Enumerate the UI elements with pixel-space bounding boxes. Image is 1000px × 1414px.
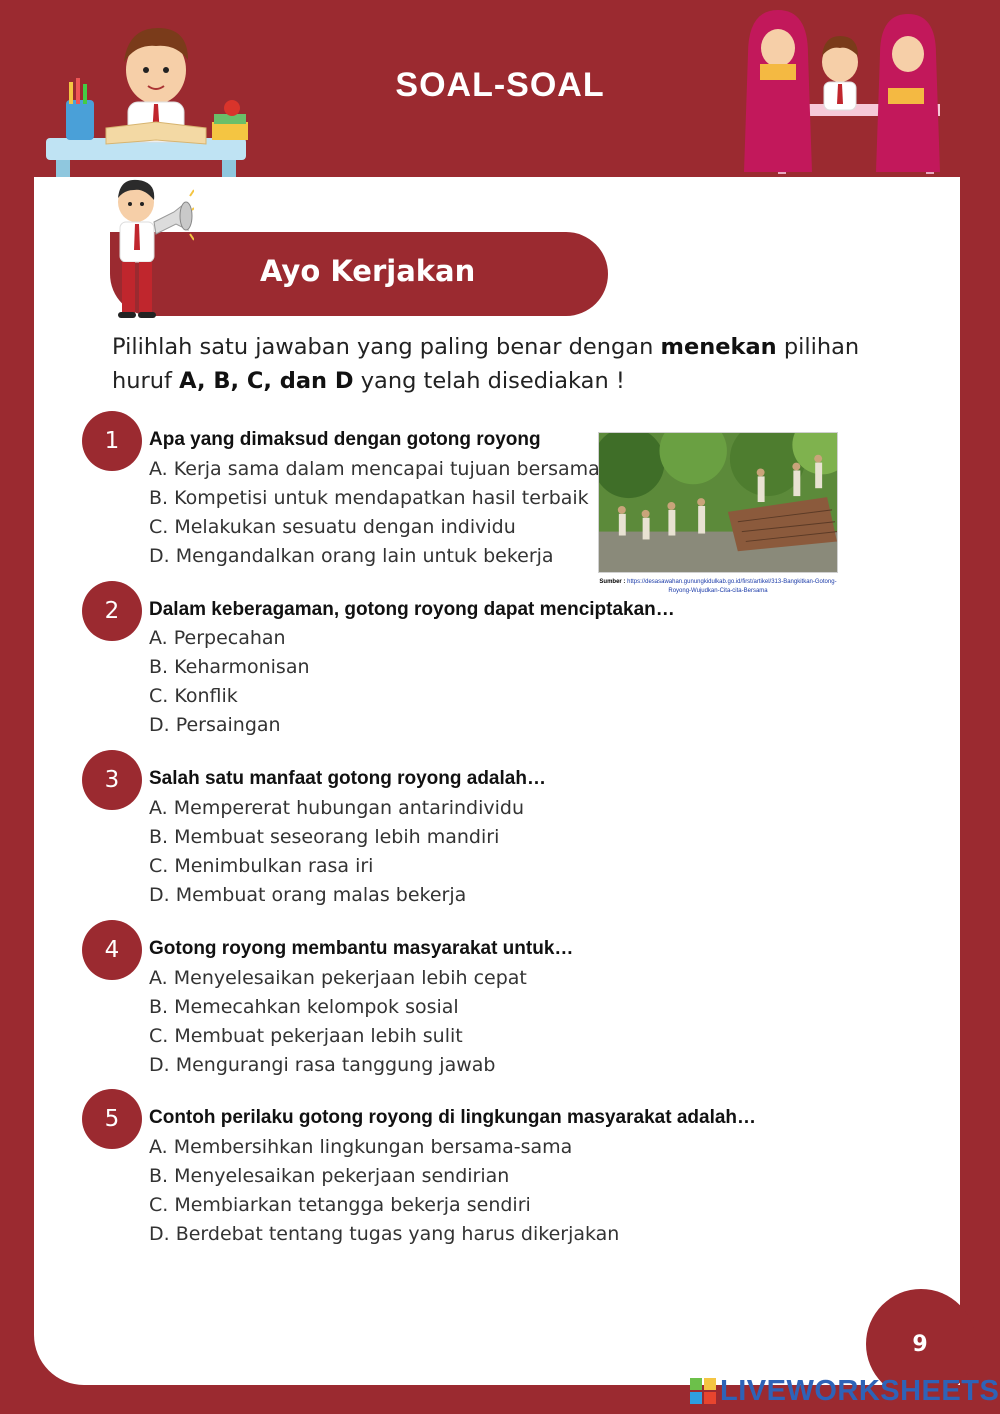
answer-option[interactable]: B. Menyelesaikan pekerjaan sendirian — [149, 1165, 510, 1187]
gotong-royong-photo — [598, 432, 838, 573]
student-at-desk-illustration — [36, 10, 266, 180]
answer-option[interactable]: B. Kompetisi untuk mendapatkan hasil terbaik — [149, 487, 589, 509]
answer-option[interactable]: C. Membuat pekerjaan lebih sulit — [149, 1025, 463, 1047]
question-number-badge: 5 — [82, 1089, 142, 1149]
megaphone-boy-illustration — [104, 176, 194, 321]
question-number-badge: 2 — [82, 581, 142, 641]
answer-option[interactable]: D. Berdebat tentang tugas yang harus dikerjakan — [149, 1223, 620, 1245]
liveworksheets-logo-icon — [690, 1378, 716, 1404]
question-number-badge: 3 — [82, 750, 142, 810]
instructions-text: Pilihlah satu jawaban yang paling benar dengan menekan pilihan huruf A, B, C, dan D yang telah disediakan ! — [112, 334, 860, 394]
answer-option[interactable]: D. Membuat orang malas bekerja — [149, 884, 467, 906]
students-reading-illustration — [740, 4, 950, 176]
answer-option[interactable]: A. Kerja sama dalam mencapai tujuan bersama — [149, 458, 600, 480]
answer-option[interactable]: A. Menyelesaikan pekerjaan lebih cepat — [149, 967, 527, 989]
page-header-title: SOAL-SOAL — [395, 66, 605, 104]
liveworksheets-watermark — [690, 1374, 999, 1408]
question-text: Apa yang dimaksud dengan gotong royong — [149, 429, 541, 450]
question-text: Salah satu manfaat gotong royong adalah… — [149, 768, 546, 789]
photo-source-caption: Sumber : https://desasawahan.gunungkidulkab.go.id/first/artikel/313-Bangkitkan-Gotong-Royong-Wujudkan-Cita-cita-Bersama — [599, 579, 837, 594]
answer-option[interactable]: C. Melakukan sesuatu dengan individu — [149, 516, 516, 538]
answer-option[interactable]: A. Mempererat hubungan antarindividu — [149, 797, 524, 819]
section-banner-title: Ayo Kerjakan — [260, 254, 476, 288]
answer-option[interactable]: D. Mengandalkan orang lain untuk bekerja — [149, 545, 554, 567]
question-text: Contoh perilaku gotong royong di lingkungan masyarakat adalah… — [149, 1107, 757, 1128]
answer-option[interactable]: C. Konflik — [149, 685, 238, 707]
answer-option[interactable]: C. Membiarkan tetangga bekerja sendiri — [149, 1194, 531, 1216]
question-number-badge: 4 — [82, 920, 142, 980]
answer-option[interactable]: C. Menimbulkan rasa iri — [149, 855, 374, 877]
answer-option[interactable]: A. Perpecahan — [149, 627, 286, 649]
answer-option[interactable]: A. Membersihkan lingkungan bersama-sama — [149, 1136, 573, 1158]
answer-option[interactable]: B. Membuat seseorang lebih mandiri — [149, 826, 500, 848]
answer-option[interactable]: D. Persaingan — [149, 714, 281, 736]
photo-source-link[interactable]: https://desasawahan.gunungkidulkab.go.id/first/artikel/313-Bangkitkan-Gotong-Royong-Wujudkan-Cita-cita-Bersama — [625, 579, 837, 594]
question-number-badge: 1 — [82, 411, 142, 471]
answer-option[interactable]: B. Memecahkan kelompok sosial — [149, 996, 459, 1018]
question-text: Gotong royong membantu masyarakat untuk… — [149, 938, 574, 959]
question-text: Dalam keberagaman, gotong royong dapat menciptakan… — [149, 599, 675, 620]
answer-option[interactable]: D. Mengurangi rasa tanggung jawab — [149, 1054, 496, 1076]
page-number: 9 — [866, 1289, 976, 1399]
liveworksheets-wordmark: LIVEWORKSHEETS — [720, 1374, 1000, 1407]
answer-option[interactable]: B. Keharmonisan — [149, 656, 310, 678]
